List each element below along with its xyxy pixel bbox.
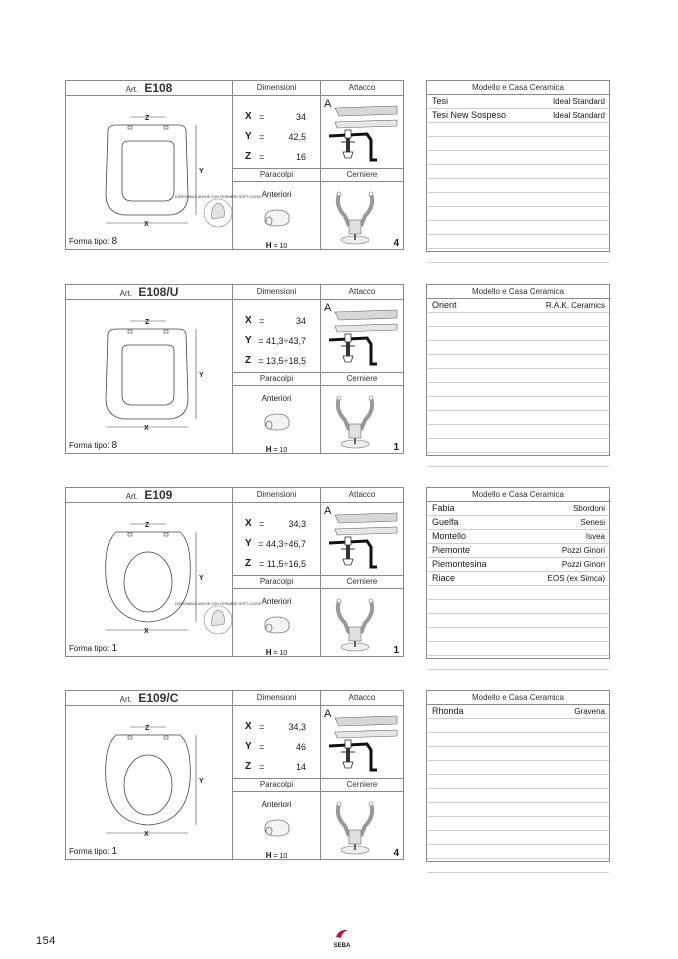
attachment-cell [321, 96, 403, 169]
z-dimension-label: Z [145, 522, 150, 529]
dim-x-row [233, 517, 320, 531]
seat-outline-drawing [66, 95, 261, 235]
brand-logo [327, 927, 357, 949]
models-header: Modello e Casa Ceramica [427, 81, 609, 95]
model-row [427, 817, 609, 831]
x-dimension-label: X [144, 425, 149, 432]
model-brand: Sbordoni [572, 504, 605, 513]
dim-z-row [233, 354, 320, 368]
attachment-header: Attacco [321, 691, 403, 706]
model-brand: EOS (ex Simca) [547, 574, 605, 583]
art-label: Art. [119, 289, 133, 298]
equals-sign: = [259, 152, 265, 162]
shape-type-value: 8 [111, 440, 118, 451]
art-label: Art. [125, 85, 139, 94]
hinge-icon [327, 593, 383, 655]
dim-z-row [233, 150, 320, 164]
shape-type-value: 8 [111, 236, 118, 247]
h-key: H [265, 445, 272, 454]
model-row [427, 123, 609, 137]
front-bumpers-label: Anteriori [261, 190, 292, 199]
article-header [66, 285, 232, 300]
dim-y-key: Y [245, 538, 252, 549]
attachment-type-letter: A [324, 302, 332, 314]
dimensions-header: Dimensioni [233, 488, 320, 503]
bumper-height [233, 851, 320, 860]
dimensions-header: Dimensioni [233, 81, 320, 96]
hinge-hole-right [164, 736, 168, 739]
model-row [427, 109, 609, 123]
model-row [427, 193, 609, 207]
attachment-type-letter: A [324, 505, 332, 517]
seat-inner-outline [122, 345, 174, 405]
bumpers-header: Paracolpi [233, 169, 320, 182]
model-row [427, 831, 609, 845]
bumpers-cell [233, 792, 320, 862]
bumper-icon [261, 816, 293, 840]
h-value: = 10 [273, 853, 288, 860]
model-row [427, 803, 609, 817]
shape-type [69, 236, 117, 247]
x-dimension-label: X [144, 831, 149, 838]
models-header: Modello e Casa Ceramica [427, 285, 609, 299]
models-list [427, 299, 609, 467]
h-value: = 10 [273, 243, 288, 250]
models-list [427, 95, 609, 263]
dim-z-value: 16 [295, 152, 306, 162]
dim-x-key: X [245, 721, 252, 732]
shape-type [69, 846, 117, 857]
model-row [427, 439, 609, 453]
dim-z-value: = 11,5÷16,5 [258, 559, 306, 569]
model-row [427, 165, 609, 179]
model-brand: R.A.K. Ceramics [545, 301, 605, 310]
dim-x-row [233, 314, 320, 328]
model-name: Tesi New Sospeso [432, 110, 507, 120]
model-name: Tesi [432, 96, 449, 106]
hinges-cell [321, 589, 403, 659]
dimensions-values [233, 96, 320, 169]
model-row [427, 397, 609, 411]
hinge-hole-left [128, 126, 132, 129]
model-name: Guelfa [432, 517, 459, 527]
attachment-column [321, 81, 403, 249]
shape-type [69, 440, 117, 451]
hinge-icon [327, 186, 383, 248]
model-brand: Isvea [585, 532, 605, 541]
quantity: 1 [393, 442, 399, 453]
model-row [427, 733, 609, 747]
shape-type-label: Forma tipo: [69, 441, 110, 450]
dim-y-row [233, 334, 320, 348]
model-row [427, 775, 609, 789]
model-brand: Ideal Standard [552, 111, 605, 120]
spec-table [65, 284, 404, 454]
model-brand: Gravena [574, 707, 605, 716]
article-code: E109 [144, 488, 173, 502]
dim-y-row [233, 740, 320, 754]
bumper-height [233, 445, 320, 454]
dim-z-row [233, 557, 320, 571]
seat-inner-outline [122, 141, 174, 201]
dim-x-value: 34 [295, 112, 306, 122]
diagram-column [66, 488, 261, 656]
equals-sign: = [259, 519, 265, 529]
dim-z-row [233, 760, 320, 774]
article-code: E108/U [138, 285, 179, 299]
dimensions-column [233, 691, 321, 859]
model-row [427, 355, 609, 369]
bumpers-header: Paracolpi [233, 779, 320, 792]
model-row [427, 137, 609, 151]
z-dimension-label: Z [145, 319, 150, 326]
soft-close-badge-text: DISPONIBILE ANCHE CON CERNIERE SOFT CLOSE [175, 602, 261, 606]
bumpers-header: Paracolpi [233, 373, 320, 386]
hinges-header: Cerniere [321, 576, 403, 589]
dim-z-key: Z [245, 558, 252, 569]
model-row [427, 369, 609, 383]
hinge-icon [327, 796, 383, 858]
equals-sign: = [259, 762, 265, 772]
x-dimension-label: X [144, 221, 149, 228]
attachment-type-letter: A [324, 98, 332, 110]
models-list [427, 705, 609, 873]
product-entry-e109-c [65, 690, 610, 862]
model-row [427, 235, 609, 249]
front-bumpers-label: Anteriori [261, 800, 292, 809]
model-row [427, 299, 609, 313]
model-row [427, 572, 609, 586]
shape-type-label: Forma tipo: [69, 237, 110, 246]
dim-y-value: 46 [295, 742, 306, 752]
dim-x-value: 34 [295, 316, 306, 326]
dim-x-key: X [245, 315, 252, 326]
model-row [427, 179, 609, 193]
model-row [427, 327, 609, 341]
dimensions-values [233, 706, 320, 779]
models-header: Modello e Casa Ceramica [427, 488, 609, 502]
hinge-icon [327, 390, 383, 452]
model-row [427, 383, 609, 397]
attachment-cell [321, 300, 403, 373]
shape-type [69, 643, 117, 654]
dimensions-column [233, 81, 321, 249]
dim-x-value: 34,3 [288, 519, 306, 529]
diagram-column [66, 285, 233, 453]
attachment-column [321, 691, 403, 859]
model-row [427, 425, 609, 439]
quantity: 1 [393, 645, 399, 656]
front-bumpers-label: Anteriori [261, 394, 292, 403]
y-dimension-label: Y [199, 168, 204, 175]
attachment-header: Attacco [321, 488, 403, 503]
hinge-hole-right [164, 126, 168, 129]
attachment-header: Attacco [321, 81, 403, 96]
y-dimension-label: Y [199, 372, 204, 379]
models-header: Modello e Casa Ceramica [427, 691, 609, 705]
model-row [427, 151, 609, 165]
diagram-column [66, 81, 261, 249]
shape-type-value: 1 [111, 643, 118, 654]
dimensions-header: Dimensioni [233, 691, 320, 706]
dimensions-column [233, 488, 321, 656]
y-dimension-label: Y [199, 778, 204, 785]
model-row [427, 95, 609, 109]
dim-x-key: X [245, 111, 252, 122]
model-row [427, 558, 609, 572]
brand-name: SEBA [333, 943, 351, 949]
dim-x-key: X [245, 518, 252, 529]
dim-z-key: Z [245, 761, 252, 772]
h-value: = 10 [273, 447, 288, 454]
seat-outline-drawing [66, 299, 232, 439]
model-row [427, 628, 609, 642]
article-header [66, 488, 232, 503]
bumper-icon [261, 613, 293, 637]
front-bumpers-label: Anteriori [261, 597, 292, 606]
article-code: E109/C [138, 691, 179, 705]
models-table [426, 80, 610, 252]
product-entry-e108 [65, 80, 610, 252]
h-value: = 10 [273, 650, 288, 657]
hinge-hole-left [128, 533, 132, 536]
model-row [427, 411, 609, 425]
diagram-column [66, 691, 233, 859]
dimensions-values [233, 300, 320, 373]
bumper-icon [261, 206, 293, 230]
art-label: Art. [125, 492, 139, 501]
bumpers-cell [233, 386, 320, 456]
model-row [427, 747, 609, 761]
article-header [66, 81, 232, 96]
article-code: E108 [144, 81, 173, 95]
dim-y-value: = 41,3÷43,7 [258, 336, 306, 346]
attachment-cell [321, 706, 403, 779]
h-key: H [265, 648, 272, 657]
model-row [427, 544, 609, 558]
equals-sign: = [259, 722, 265, 732]
hinges-header: Cerniere [321, 169, 403, 182]
attachment-column [321, 488, 403, 656]
bumper-height [233, 648, 320, 657]
models-table [426, 487, 610, 659]
model-row [427, 600, 609, 614]
hinges-cell [321, 792, 403, 862]
model-row [427, 719, 609, 733]
models-table [426, 690, 610, 862]
model-row [427, 859, 609, 873]
quantity: 4 [393, 848, 399, 859]
hinges-header: Cerniere [321, 779, 403, 792]
model-row [427, 341, 609, 355]
model-brand: Senesi [580, 518, 605, 527]
model-name: Fabia [432, 503, 455, 513]
brand-swirl-icon [333, 928, 351, 940]
dim-z-key: Z [245, 355, 252, 366]
model-name: Riace [432, 573, 456, 583]
attachment-type-letter: A [324, 708, 332, 720]
equals-sign: = [259, 112, 265, 122]
shape-type-value: 1 [111, 846, 118, 857]
spec-table [65, 690, 404, 860]
seat-outline-drawing [66, 705, 232, 845]
model-brand: Ideal Standard [552, 97, 605, 106]
bumper-height [233, 241, 320, 250]
h-key: H [265, 851, 272, 860]
dim-y-key: Y [245, 335, 252, 346]
hinge-hole-right [164, 533, 168, 536]
z-dimension-label: Z [145, 115, 150, 122]
model-row [427, 845, 609, 859]
seat-inner-outline [124, 552, 172, 612]
model-row [427, 761, 609, 775]
model-name: Orient [432, 300, 457, 310]
hinges-header: Cerniere [321, 373, 403, 386]
bumpers-cell [233, 589, 320, 659]
hinges-cell [321, 386, 403, 456]
article-header [66, 691, 232, 706]
dim-x-row [233, 110, 320, 124]
attachment-header: Attacco [321, 285, 403, 300]
x-dimension-label: X [144, 628, 149, 635]
dimensions-header: Dimensioni [233, 285, 320, 300]
dim-y-value: = 44,3÷46,7 [258, 539, 306, 549]
dim-y-row [233, 130, 320, 144]
equals-sign: = [259, 132, 265, 142]
model-row [427, 221, 609, 235]
bumper-icon [261, 410, 293, 434]
model-row [427, 789, 609, 803]
dim-z-value: = 13,5÷18,5 [258, 356, 306, 366]
page-number: 154 [36, 935, 56, 947]
soft-close-badge-text: DISPONIBILE ANCHE CON CERNIERE SOFT CLOSE [175, 195, 261, 199]
hinge-hole-right [164, 330, 168, 333]
model-name: Piemonte [432, 545, 471, 555]
model-row [427, 705, 609, 719]
hinge-hole-left [128, 736, 132, 739]
art-label: Art. [119, 695, 133, 704]
y-dimension-label: Y [199, 575, 204, 582]
z-dimension-label: Z [145, 725, 150, 732]
dim-z-key: Z [245, 151, 252, 162]
product-entry-e108-u [65, 284, 610, 456]
spec-table [65, 487, 404, 657]
models-list [427, 502, 609, 670]
model-row [427, 313, 609, 327]
spec-table [65, 80, 404, 250]
dim-y-row [233, 537, 320, 551]
model-brand: Pozzi Ginori [561, 560, 605, 569]
bumpers-header: Paracolpi [233, 576, 320, 589]
models-table [426, 284, 610, 456]
equals-sign: = [259, 742, 265, 752]
dim-y-key: Y [245, 131, 252, 142]
h-key: H [265, 241, 272, 250]
model-row [427, 502, 609, 516]
hinge-hole-left [128, 330, 132, 333]
dim-x-value: 34,3 [288, 722, 306, 732]
model-brand: Pozzi Ginori [561, 546, 605, 555]
model-row [427, 530, 609, 544]
model-name: Montello [432, 531, 467, 541]
model-row [427, 249, 609, 263]
dimensions-values [233, 503, 320, 576]
dim-z-value: 14 [295, 762, 306, 772]
product-entry-e109 [65, 487, 610, 659]
model-name: Rhonda [432, 706, 464, 716]
model-name: Piemontesina [432, 559, 487, 569]
attachment-cell [321, 503, 403, 576]
equals-sign: = [259, 316, 265, 326]
attachment-column [321, 285, 403, 453]
quantity: 4 [393, 238, 399, 249]
model-row [427, 207, 609, 221]
hinges-cell [321, 182, 403, 252]
attachment-diagram [325, 712, 401, 774]
model-row [427, 656, 609, 670]
seat-outline-drawing [66, 502, 261, 642]
model-row [427, 586, 609, 600]
dim-y-value: 42,5 [288, 132, 306, 142]
model-row [427, 642, 609, 656]
shape-type-label: Forma tipo: [69, 847, 110, 856]
model-row [427, 453, 609, 467]
model-row [427, 614, 609, 628]
dimensions-column [233, 285, 321, 453]
attachment-diagram [325, 102, 401, 164]
model-row [427, 516, 609, 530]
bumpers-cell [233, 182, 320, 252]
dim-y-key: Y [245, 741, 252, 752]
seat-inner-outline [124, 755, 172, 815]
attachment-diagram [325, 509, 401, 571]
attachment-diagram [325, 306, 401, 368]
shape-type-label: Forma tipo: [69, 644, 110, 653]
dim-x-row [233, 720, 320, 734]
